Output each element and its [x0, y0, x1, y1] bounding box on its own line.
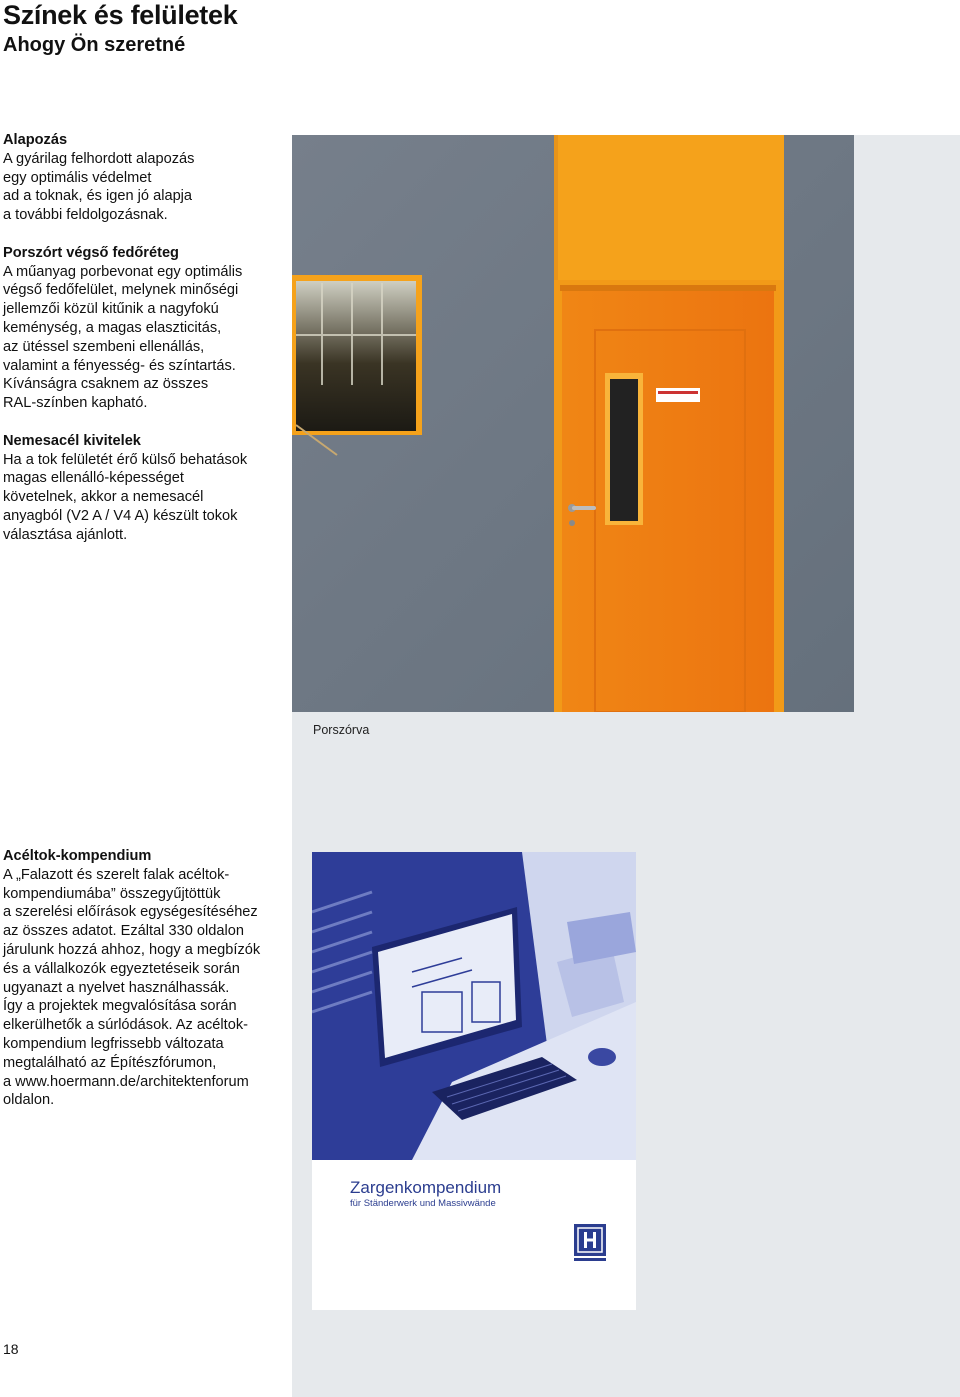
page-subtitle: Ahogy Ön szeretné [3, 34, 186, 56]
section-heading: Porszórt végső fedőréteg [3, 244, 179, 261]
page-number: 18 [3, 1341, 19, 1357]
section-body: A „Falazott és szerelt falak acéltok- kompendiumába” összegyűjtöttük a szerelési előírások egységesítéséhez az összes adatot. Ezáltal 330 oldalon járulunk hozzá ahhoz, hogy a megbízók és a vállalkozók egyeztetéseik során ugyanazt a nyelvet használhassák. Így a projektek megvalósítása során elkerülhetők a súrlódások. Az acéltok- kompendium legfrissebb változata megtalálható az Építészfórumon, a www.hoermann.de/architektenforum oldalon. [3, 866, 261, 1109]
hoermann-logo [574, 1224, 606, 1262]
section-heading: Alapozás [3, 132, 68, 148]
section-body: A gyárilag felhordott alapozás egy optimális védelmet ad a toknak, és igen jó alapja a további feldolgozásnak. [3, 150, 195, 224]
door-photo-illustration [292, 135, 854, 712]
section-heading: Acéltok-kompendium [3, 848, 152, 864]
section-porszort [3, 244, 288, 413]
door-photo [292, 135, 854, 712]
section-nemesacel [3, 432, 288, 545]
section-alapozas [3, 131, 288, 225]
page-title: Színek és felületek [3, 0, 238, 30]
hoermann-logo-icon [574, 1224, 606, 1262]
section-kompendium [3, 847, 288, 1110]
brochure-subtitle: für Ständerwerk und Massivwände [350, 1198, 496, 1209]
page-header [3, 0, 237, 58]
section-body: Ha a tok felületét érő külső behatások magas ellenálló-képességet követelnek, akkor a nemesacél anyagból (V2 A / V4 A) készült tokok választása ajánlott. [3, 451, 248, 543]
brochure-cover [312, 852, 636, 1310]
text-column-upper [3, 131, 288, 563]
computer-desk-illustration [312, 852, 636, 1160]
brochure-title: Zargenkompendium [350, 1178, 502, 1197]
text-column-lower [3, 847, 288, 1129]
brochure-photo [312, 852, 636, 1160]
section-heading: Nemesacél kivitelek [3, 432, 141, 449]
photo-caption: Porszórva [313, 723, 370, 737]
section-body: A műanyag porbevonat egy optimális végső fedőfelület, melynek minőségi jellemzői közül kitűnik a nagyfokú keménység, a magas elaszticitás, az ütéssel szembeni ellenállás, valamint a fényesség- és színtartás. Kívánságra csaknem az összes RAL-színben kapható. [3, 263, 243, 412]
